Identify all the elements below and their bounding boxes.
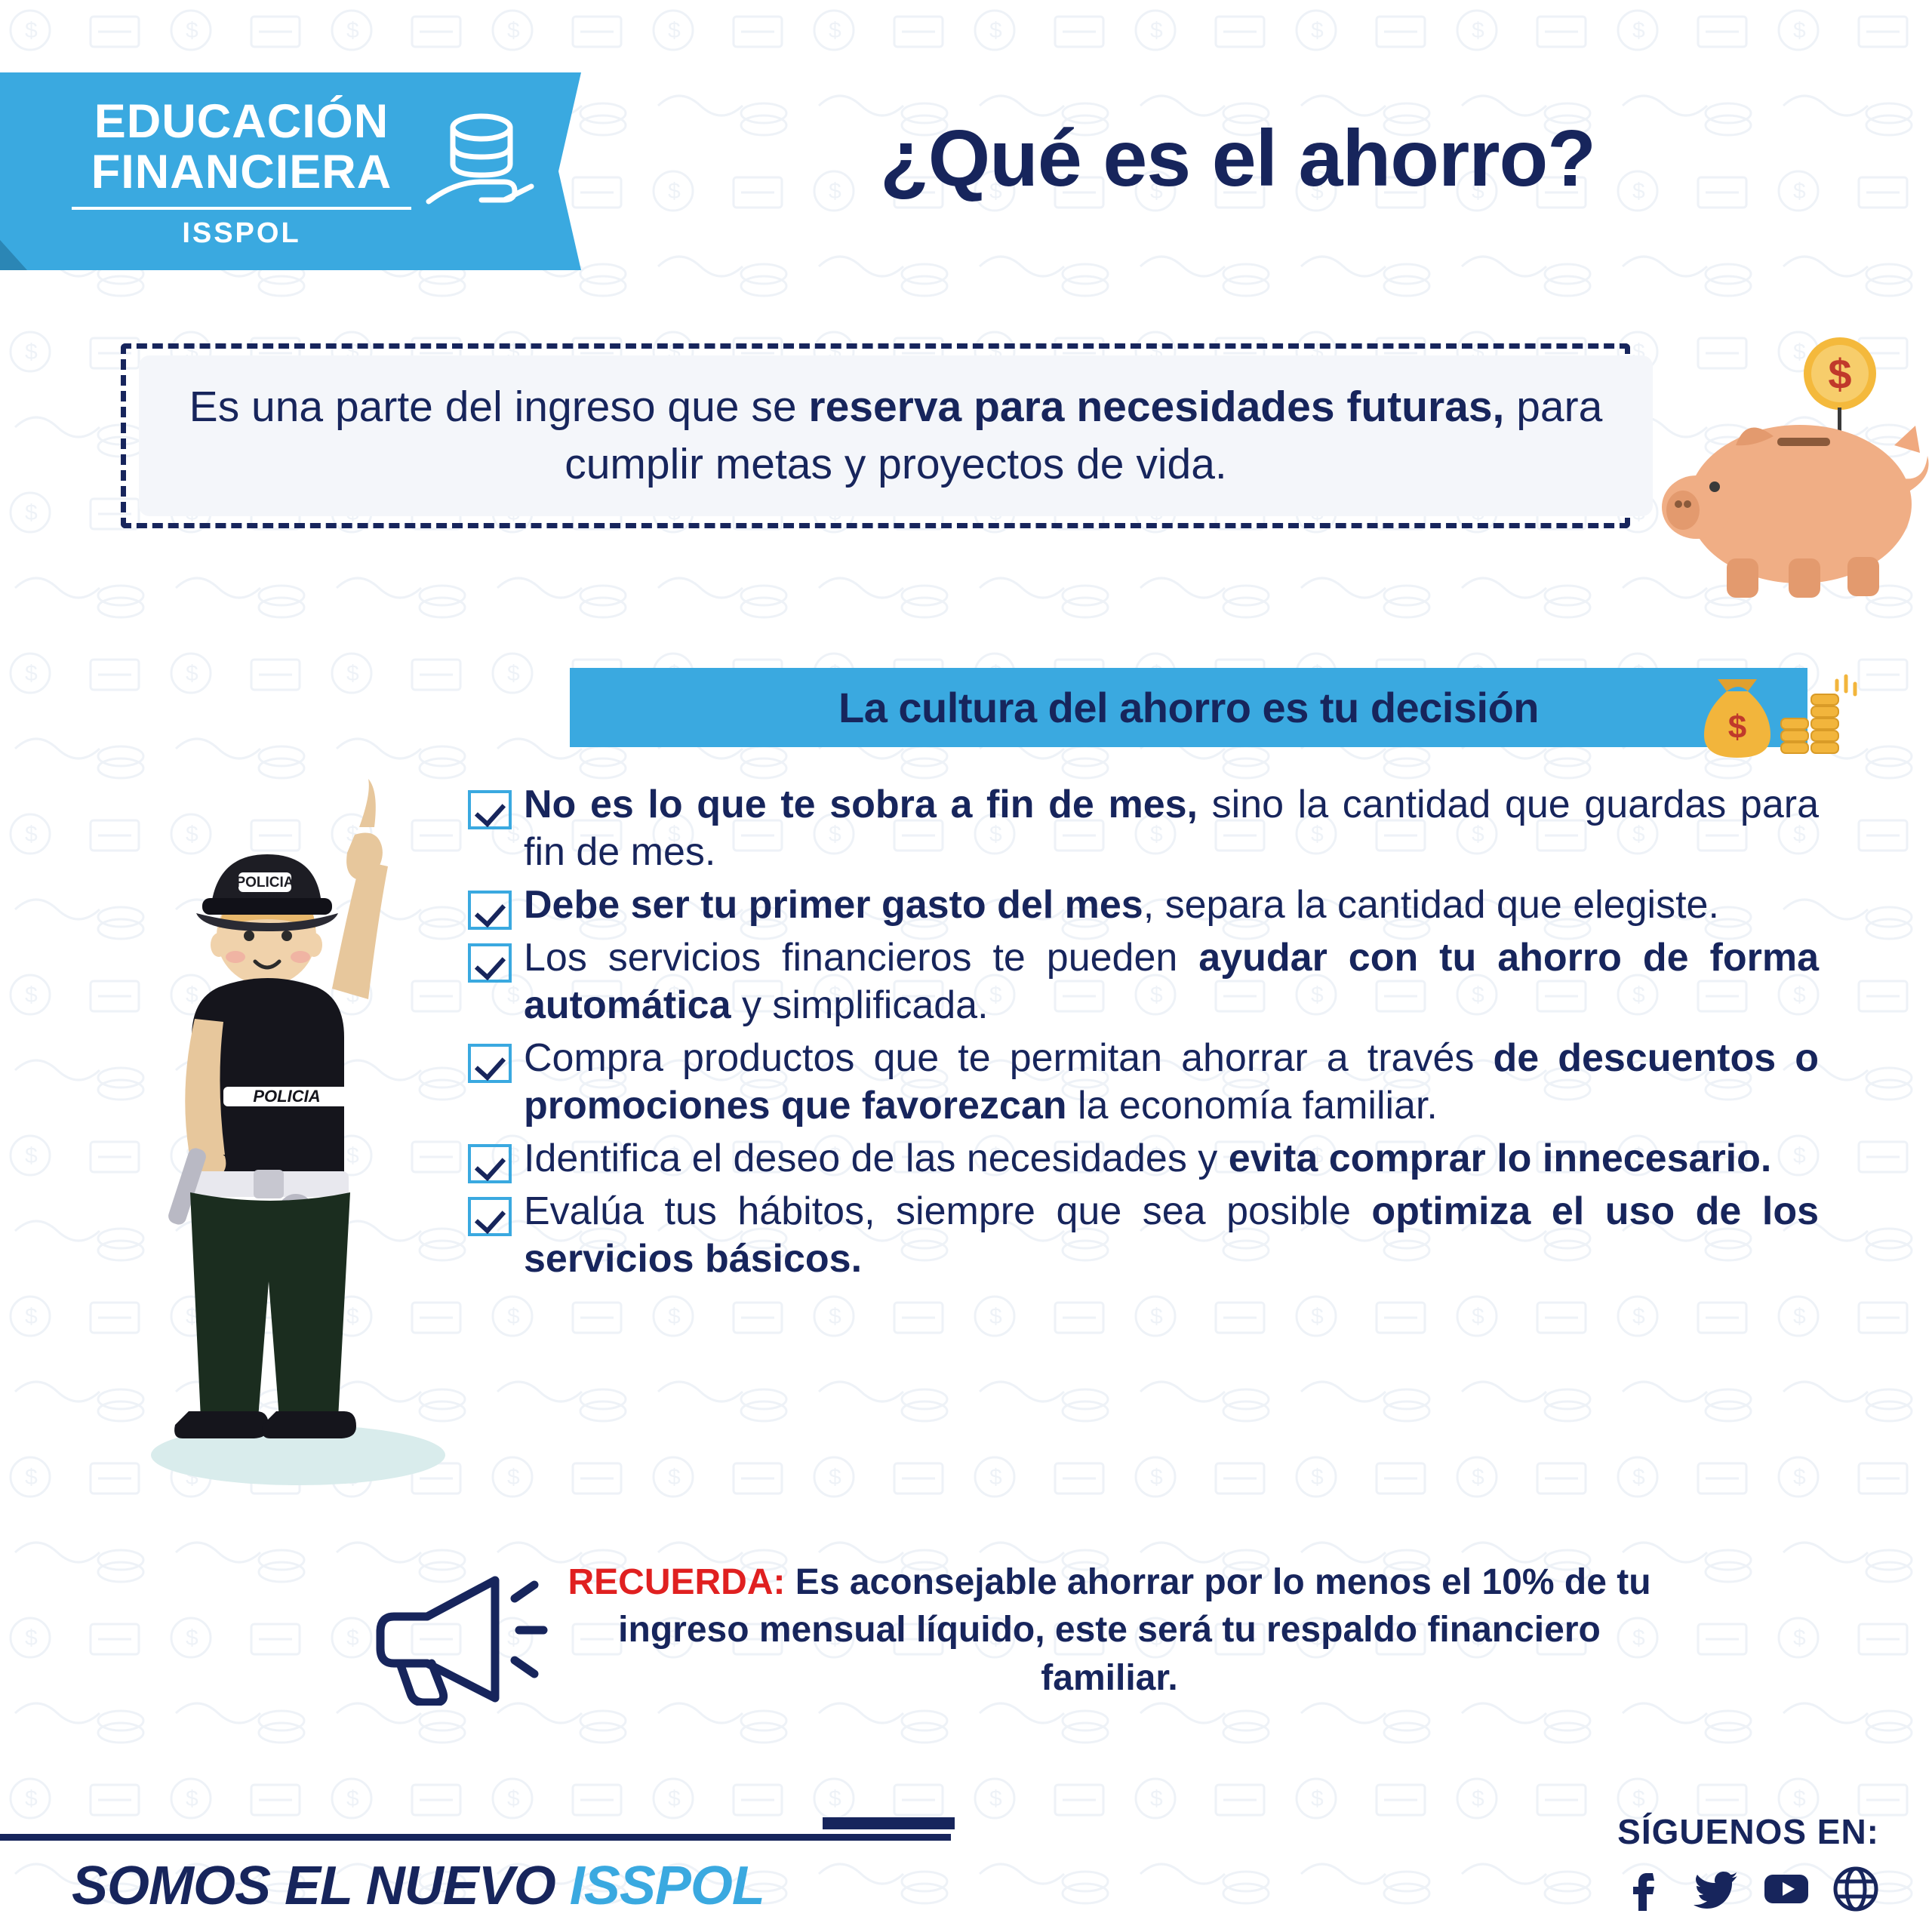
badge-divider: [72, 207, 411, 210]
badge-line-2: FINANCIERA: [91, 145, 392, 198]
page-title: ¿Qué es el ahorro?: [879, 114, 1595, 203]
website-icon[interactable]: [1832, 1866, 1879, 1912]
list-item-tail: la economía familiar.: [1066, 1084, 1438, 1128]
section-band-title: La cultura del ahorro es tu decisión: [838, 684, 1539, 731]
badge-line-1: EDUCACIÓN: [94, 95, 389, 148]
megaphone-icon: [355, 1555, 551, 1706]
footer-accent-tab: [823, 1817, 955, 1829]
list-item-bold: No es lo que te sobra a fin de mes,: [524, 783, 1198, 826]
follow-us-label: SÍGUENOS EN:: [1617, 1812, 1879, 1851]
list-item: [468, 881, 1819, 930]
svg-text:POLICIA: POLICIA: [235, 875, 294, 891]
list-item-tail: y simplificada.: [731, 983, 989, 1028]
money-bag-and-coins-icon: [1698, 664, 1864, 766]
svg-text:NACIONAL: NACIONAL: [245, 891, 285, 900]
coins-hand-icon: [423, 106, 543, 235]
checkbox-icon: [468, 1144, 512, 1183]
checkbox-icon: [468, 891, 512, 930]
definition-box: [139, 355, 1653, 516]
checkbox-icon: [468, 790, 512, 829]
list-item-lead: Evalúa tus hábitos, siempre que sea posible: [524, 1189, 1372, 1233]
list-item-lead: Compra productos que te permitan ahorrar a través: [524, 1035, 1494, 1080]
svg-text:$: $: [1828, 350, 1852, 398]
list-item: [468, 934, 1819, 1030]
checkbox-icon: [468, 1044, 512, 1083]
list-item-bold: optimiza el uso de los servicios básicos.: [524, 1189, 1820, 1281]
checkbox-icon: [468, 943, 512, 983]
list-item-lead: Los servicios financieros te pueden: [524, 935, 1199, 980]
list-item-text: [524, 1188, 1819, 1284]
list-item-bold: ayudar con tu ahorro de forma automática: [524, 935, 1819, 1028]
footer-slogan-part-1: SOMOS EL NUEVO: [72, 1856, 570, 1916]
remember-block: [355, 1555, 1653, 1706]
follow-us-block: [1617, 1811, 1879, 1912]
svg-text:$: $: [1727, 709, 1747, 746]
list-item-text: [524, 934, 1819, 1030]
youtube-icon[interactable]: [1763, 1866, 1810, 1912]
definition-callout: [121, 343, 1630, 528]
list-item-bold: de descuentos o promociones que favorezcan: [524, 1035, 1820, 1128]
list-item-text: [524, 1135, 1819, 1183]
list-item: [468, 1035, 1819, 1131]
definition-part-1: Es una parte del ingreso que se: [189, 383, 809, 432]
list-item-bold: Debe ser tu primer gasto del mes: [524, 882, 1143, 927]
list-item-rest: sino la cantidad que guardas para fin de mes.: [524, 783, 1819, 875]
remember-text: [566, 1558, 1653, 1702]
badge-text-block: [72, 97, 411, 250]
social-links[interactable]: [1617, 1866, 1879, 1912]
list-item-text: [524, 1035, 1819, 1131]
remember-label: RECUERDA:: [568, 1561, 786, 1602]
footer-slogan-accent: ISSPOL: [569, 1856, 764, 1916]
list-item-bold: evita comprar lo innecesario.: [1228, 1136, 1772, 1180]
list-item-text: [524, 881, 1819, 929]
checkbox-icon: [468, 1197, 512, 1236]
list-item: [468, 781, 1819, 877]
list-item: [468, 1135, 1819, 1183]
definition-text: [177, 379, 1615, 492]
definition-part-2: para cumplir metas y proyectos de vida.: [565, 383, 1603, 488]
definition-bold: reserva para necesidades futuras,: [808, 383, 1505, 432]
badge-subtitle: ISSPOL: [182, 217, 301, 249]
svg-text:POLICIA: POLICIA: [253, 1087, 321, 1106]
twitter-icon[interactable]: [1694, 1866, 1740, 1912]
police-officer-illustration: [106, 664, 513, 1494]
list-item-lead: Identifica el deseo de las necesidades y: [524, 1136, 1229, 1180]
list-item-text: [524, 781, 1819, 877]
footer-divider: [0, 1834, 951, 1841]
section-band: [570, 668, 1807, 747]
brand-badge: [0, 72, 596, 270]
list-item: [468, 1188, 1819, 1284]
facebook-icon[interactable]: [1624, 1866, 1671, 1912]
remember-body: Es aconsejable ahorrar por lo menos el 10% de tu ingreso mensual líquido, este será tu respaldo financiero familiar.: [618, 1561, 1651, 1698]
checklist: [468, 781, 1819, 1288]
piggy-bank-icon: [1645, 332, 1932, 604]
list-item-rest: , separa la cantidad que elegiste.: [1143, 882, 1719, 927]
footer-slogan: [72, 1855, 764, 1917]
